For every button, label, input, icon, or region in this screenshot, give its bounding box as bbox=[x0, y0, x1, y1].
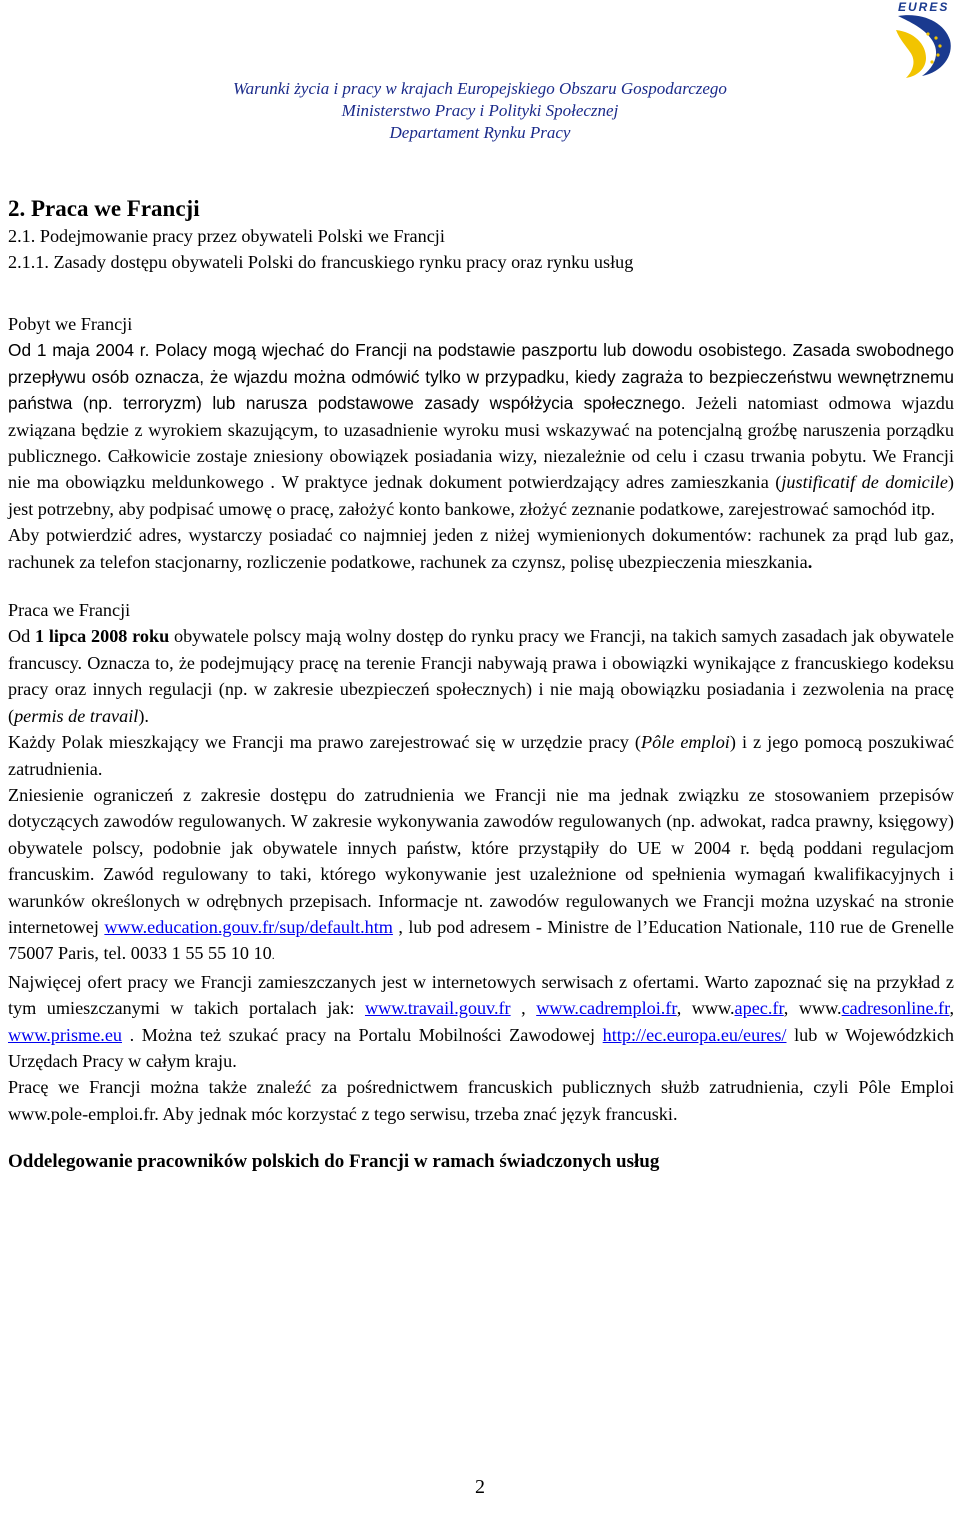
link-apec[interactable]: apec.fr bbox=[734, 998, 784, 1019]
header-line-3: Departament Rynku Pracy bbox=[389, 123, 571, 142]
pobyt-p2-end: . bbox=[807, 551, 813, 572]
praca-paragraph-5: Pracę we Francji można także znaleźć za pośrednictwem francuskich publicznych służb zatrudnienia, czyli Pôle Emploi www.pole-emploi.fr. Aby jednak móc korzystać z tego serwisu, trzeba znać język francuski. bbox=[8, 1077, 954, 1124]
eures-emblem-icon bbox=[892, 12, 956, 82]
praca-p4-sep3: , www. bbox=[783, 998, 842, 1019]
link-cadresonline[interactable]: cadresonline.fr bbox=[841, 998, 950, 1019]
header-line-2: Ministerstwo Pracy i Polityki Społecznej bbox=[341, 101, 619, 120]
pobyt-p1b-text: Jeżeli natomiast odmowa wjazdu związana będzie z wyrokiem skazującym, to uzasadnienie wyroku musi wskazywać na potencjalną groźbę naruszenia porządku publicznego. Całkowicie zostaje zniesiony obowiązek posiadania wizy, niezależnie od celu i czasu trwania pobytu. We Francji nie ma obowiązku meldunkowego . bbox=[8, 393, 954, 493]
heading-h3: 2.1.1. Zasady dostępu obywateli Polski do francuskiego rynku pracy oraz rynku usług bbox=[8, 252, 634, 273]
link-eures-portal[interactable]: http://ec.europa.eu/eures/ bbox=[602, 1024, 787, 1045]
praca-paragraph-1 bbox=[8, 623, 954, 729]
praca-p4-sep4: , bbox=[949, 998, 954, 1019]
praca-p4-b: . Można też szukać pracy na Portalu Mobilności Zawodowej bbox=[121, 1024, 603, 1045]
pobyt-paragraph-2 bbox=[8, 522, 954, 575]
praca-paragraph-3 bbox=[8, 782, 954, 969]
pobyt-p1c-b: ) jest potrzebny, aby podpisać umowę o pracę, założyć konto bankowe, złożyć zeznanie podatkowe, zarejestrować samochód itp. bbox=[8, 472, 954, 519]
section-pobyt bbox=[8, 311, 954, 1176]
link-education-gouv[interactable]: www.education.gouv.fr/sup/default.htm bbox=[104, 916, 393, 937]
pobyt-paragraph-1 bbox=[8, 337, 954, 522]
eures-logo-text: EURES bbox=[898, 0, 950, 14]
praca-p2-b: ) i z jego pomocą poszukiwać zatrudnienia. bbox=[8, 732, 954, 779]
praca-p1-a: Od bbox=[8, 626, 35, 647]
link-prisme[interactable]: www.prisme.eu bbox=[8, 1024, 122, 1045]
heading-h1: 2. Praca we Francji bbox=[8, 196, 200, 221]
praca-p3-end: . bbox=[271, 948, 275, 963]
pobyt-title: Pobyt we Francji bbox=[8, 314, 133, 334]
pobyt-p1-text: Od 1 maja 2004 r. Polacy mogą wjechać do Francji na podstawie paszportu lub dowodu osobistego. Zasada swobodnego przepływu osób oznacza, że wjazdu można odmówić tylko w przypadku, kiedy zagraża to bezpieczeństwu wewnętrznemu państwa (np. terroryzm) lub narusza podstawowe zasady współżycia społecznego. bbox=[8, 340, 954, 414]
praca-p1-bold: 1 lipca 2008 roku bbox=[35, 626, 170, 647]
link-travail-gouv[interactable]: www.travail.gouv.fr bbox=[364, 998, 511, 1019]
praca-p2-italic: Pôle emploi bbox=[640, 732, 730, 753]
page-number: 2 bbox=[475, 1476, 485, 1498]
pobyt-p1c-italic: justificatif de domicile bbox=[781, 472, 948, 493]
praca-p4-sep1: , bbox=[510, 998, 537, 1019]
praca-p1-c: ). bbox=[138, 705, 149, 726]
document-header bbox=[0, 78, 960, 144]
eures-logo bbox=[892, 0, 956, 84]
praca-p4-sep2: , www. bbox=[676, 998, 735, 1019]
praca-p4-a: Najwięcej ofert pracy we Francji zamieszczanych jest w internetowych serwisach z ofertami. Warto zapoznać się na przykład z tym umieszczanymi w takich portalach jak: bbox=[8, 971, 954, 1019]
praca-p3-a: Zniesienie ograniczeń z zakresie dostępu do zatrudnienia we Francji nie ma jednak związku ze stosowaniem przepisów dotyczących zawodów regulowanych. W zakresie wykonywania zawodów regulowanych (np. adwokat, radca prawny, księgowy) obywatele polscy, podobnie jak obywatele innych państw, które przystąpiły do UE w 2004 r. będą poddani regulacjom francuskim. Zawód regulowany to taki, którego wykonywanie jest uzależnione od spełnienia wymagań kwalifikacyjnych i warunków określonych w odrębnych przepisach. Informacje nt. zawodów regulowanych we Francji można uzyskać na stronie internetowej bbox=[8, 784, 954, 937]
praca-p2-a: Każdy Polak mieszkający we Francji ma prawo zarejestrować się w urzędzie pracy ( bbox=[8, 732, 641, 753]
header-line-1: Warunki życia i pracy w krajach Europejskiego Obszaru Gospodarczego bbox=[233, 79, 727, 98]
praca-p3-b: , lub pod adresem - Ministre de l’Education Nationale, 110 rue de Grenelle 75007 Paris, tel. 0033 1 55 55 10 10 bbox=[8, 916, 954, 964]
praca-paragraph-2 bbox=[8, 729, 954, 782]
praca-p4-c: lub w Wojewódzkich Urzędach Pracy w całym kraju. bbox=[8, 1024, 955, 1071]
section-headings bbox=[8, 194, 954, 276]
link-cadremploi[interactable]: www.cadremploi.fr bbox=[536, 998, 677, 1019]
oddelegowanie-title: Oddelegowanie pracowników polskich do Francji w ramach świadczonych usług bbox=[8, 1151, 660, 1173]
praca-paragraph-4 bbox=[8, 969, 954, 1075]
praca-p1-italic: permis de travail bbox=[14, 705, 139, 726]
pobyt-p2-text: Aby potwierdzić adres, wystarczy posiadać co najmniej jeden z niżej wymienionych dokumentów: rachunek za prąd lub gaz, rachunek za telefon stacjonarny, rozliczenie podatkowe, rachunek za czynsz, polisę ubezpieczenia mieszkania bbox=[8, 525, 954, 572]
heading-h2: 2.1. Podejmowanie pracy przez obywateli Polski we Francji bbox=[8, 226, 445, 246]
praca-p1-b: obywatele polscy mają wolny dostęp do rynku pracy we Francji, na takich samych zasadach jak obywatele francuscy. Oznacza to, że podejmujący pracę na terenie Francji nabywają prawa i obowiązki wynikające z francuskiego kodeksu pracy oraz innych regulacji (np. w zakresie ubezpieczeń społecznych) i nie mają obowiązku posiadania i zezwolenia na pracę ( bbox=[8, 626, 954, 726]
praca-title: Praca we Francji bbox=[8, 600, 131, 621]
pobyt-p1c-a: W praktyce jednak dokument potwierdzający adres zamieszkania ( bbox=[281, 472, 782, 493]
